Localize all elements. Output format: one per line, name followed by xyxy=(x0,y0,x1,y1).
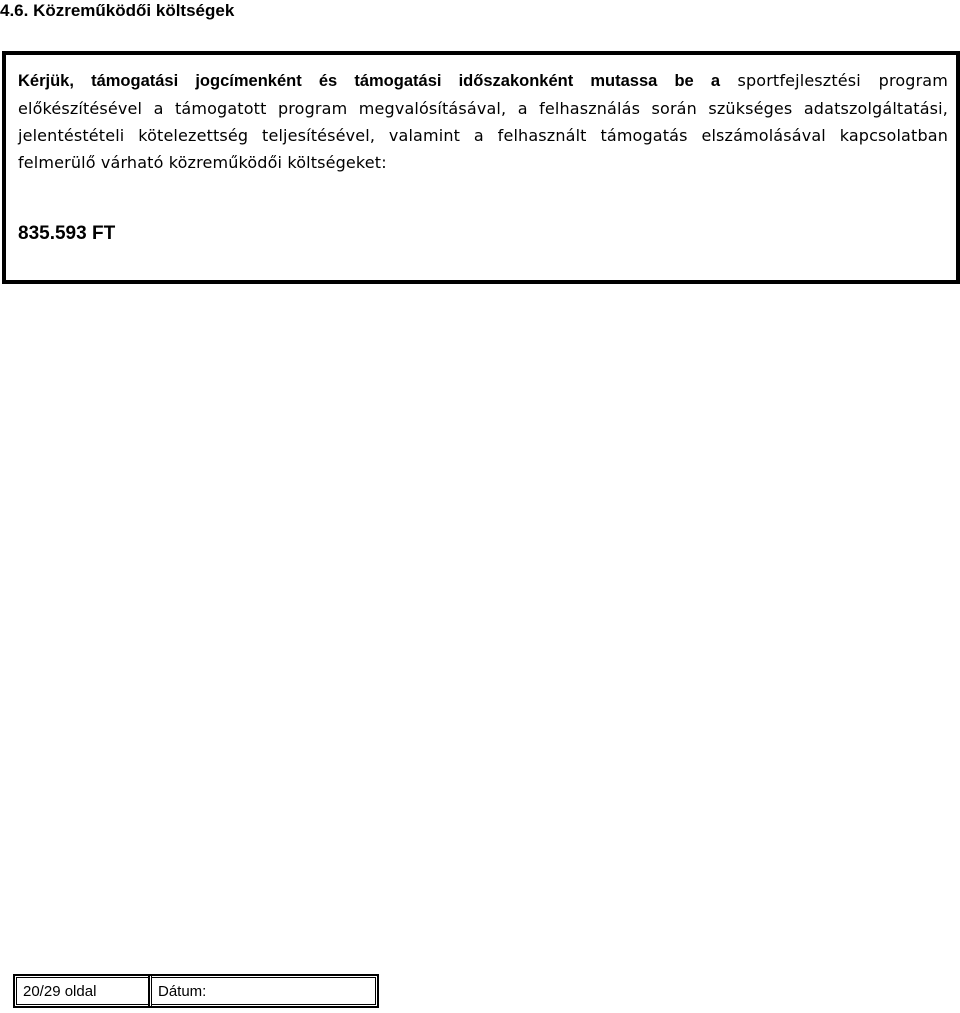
question-bold-part: Kérjük, támogatási jogcímenként és támogatási időszakonként mutassa be a xyxy=(18,72,721,90)
section-title: 4.6. Közreműködői költségek xyxy=(0,1,235,20)
date-label: Dátum: xyxy=(148,976,377,1006)
page-number: 20/29 oldal xyxy=(23,982,97,1000)
cost-amount: 835.593 FT xyxy=(18,223,116,244)
question-normal-part: sportfejlesztési program előkészítésével a támogatott program megvalósításával, a felhasználás során szükséges adatszolgáltatási, jelentéstételi kötelezettség teljesítésével, valamint a felhasznált támogatás elszámolásával kapcsolatban felmerülő várható közreműködői költségeket: xyxy=(18,71,948,172)
question-text xyxy=(18,67,948,176)
cost-description-box xyxy=(2,51,960,284)
page-footer xyxy=(13,974,379,1008)
